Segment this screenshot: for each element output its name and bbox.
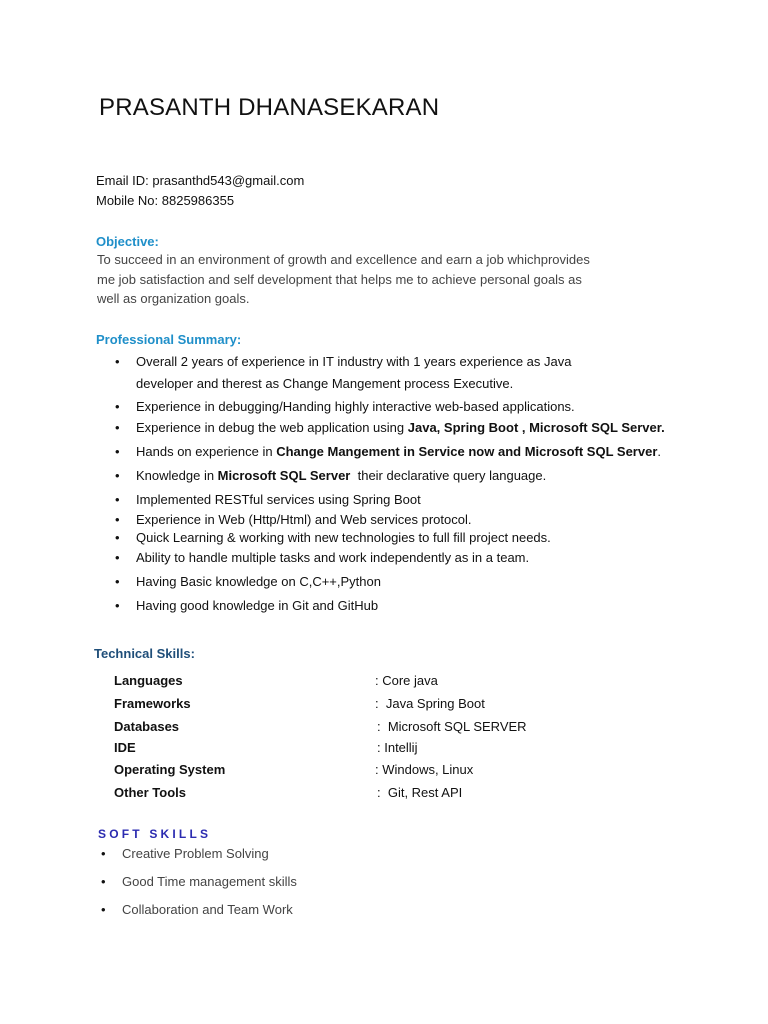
skill-label: Languages [114, 673, 183, 688]
bullet-icon: • [115, 444, 120, 459]
bullet-icon: • [101, 874, 106, 889]
objective-heading: Objective: [96, 234, 159, 249]
bullet-icon: • [115, 468, 120, 483]
skill-value: : Java Spring Boot [375, 696, 485, 711]
skill-value: : Intellij [377, 740, 418, 755]
summary-item: • Quick Learning & working with new technologies to full fill project needs. [115, 530, 551, 545]
bullet-icon: • [115, 530, 120, 545]
summary-heading: Professional Summary: [96, 332, 242, 347]
mobile-line: Mobile No: 8825986355 [96, 193, 235, 208]
bullet-icon: • [115, 574, 120, 589]
bullet-icon: • [101, 902, 106, 917]
skill-value: : Core java [375, 673, 438, 688]
bullet-icon: • [101, 846, 106, 861]
summary-item: • Experience in debugging/Handing highly interactive web-based applications. [115, 399, 575, 414]
summary-item: • Overall 2 years of experience in IT industry with 1 years experience as Java [115, 354, 572, 369]
skill-label: IDE [114, 740, 136, 755]
objective-line: To succeed in an environment of growth and excellence and earn a job whichprovides [97, 252, 590, 267]
skill-value: : Microsoft SQL SERVER [377, 719, 527, 734]
bullet-icon: • [115, 598, 120, 613]
summary-item-continuation: developer and therest as Change Mangement process Executive. [136, 376, 514, 391]
summary-item: • Hands on experience in Change Mangement in Service now and Microsoft SQL Server. [115, 444, 662, 459]
soft-skill-item: • Collaboration and Team Work [101, 902, 293, 917]
technical-skills-heading: Technical Skills: [94, 646, 195, 661]
summary-item: • Knowledge in Microsoft SQL Server their declarative query language. [115, 468, 547, 483]
objective-line: me job satisfaction and self development that helps me to achieve personal goals as [97, 272, 582, 287]
skill-label: Other Tools [114, 785, 186, 800]
objective-line: well as organization goals. [97, 291, 250, 306]
email-line: Email ID: prasanthd543@gmail.com [96, 173, 305, 188]
bullet-icon: • [115, 399, 120, 414]
summary-item: • Implemented RESTful services using Spring Boot [115, 492, 421, 507]
summary-item: • Experience in debug the web application using Java, Spring Boot , Microsoft SQL Server. [115, 420, 665, 435]
bullet-icon: • [115, 354, 120, 369]
summary-item: • Ability to handle multiple tasks and work independently as in a team. [115, 550, 530, 565]
summary-item: • Experience in Web (Http/Html) and Web services protocol. [115, 512, 472, 527]
summary-item: • Having Basic knowledge on C,C++,Python [115, 574, 381, 589]
skill-value: : Windows, Linux [375, 762, 474, 777]
bullet-icon: • [115, 420, 120, 435]
skill-label: Databases [114, 719, 180, 734]
summary-item: • Having good knowledge in Git and GitHub [115, 598, 379, 613]
candidate-name: PRASANTH DHANASEKARAN [99, 94, 440, 121]
skill-value: : Git, Rest API [377, 785, 463, 800]
skill-label: Frameworks [114, 696, 191, 711]
bullet-icon: • [115, 512, 120, 527]
soft-skill-item: • Creative Problem Solving [101, 846, 269, 861]
soft-skills-heading: SOFT SKILLS [98, 827, 212, 841]
bullet-icon: • [115, 550, 120, 565]
soft-skill-item: • Good Time management skills [101, 874, 297, 889]
bullet-icon: • [115, 492, 120, 507]
skill-label: Operating System [114, 762, 226, 777]
